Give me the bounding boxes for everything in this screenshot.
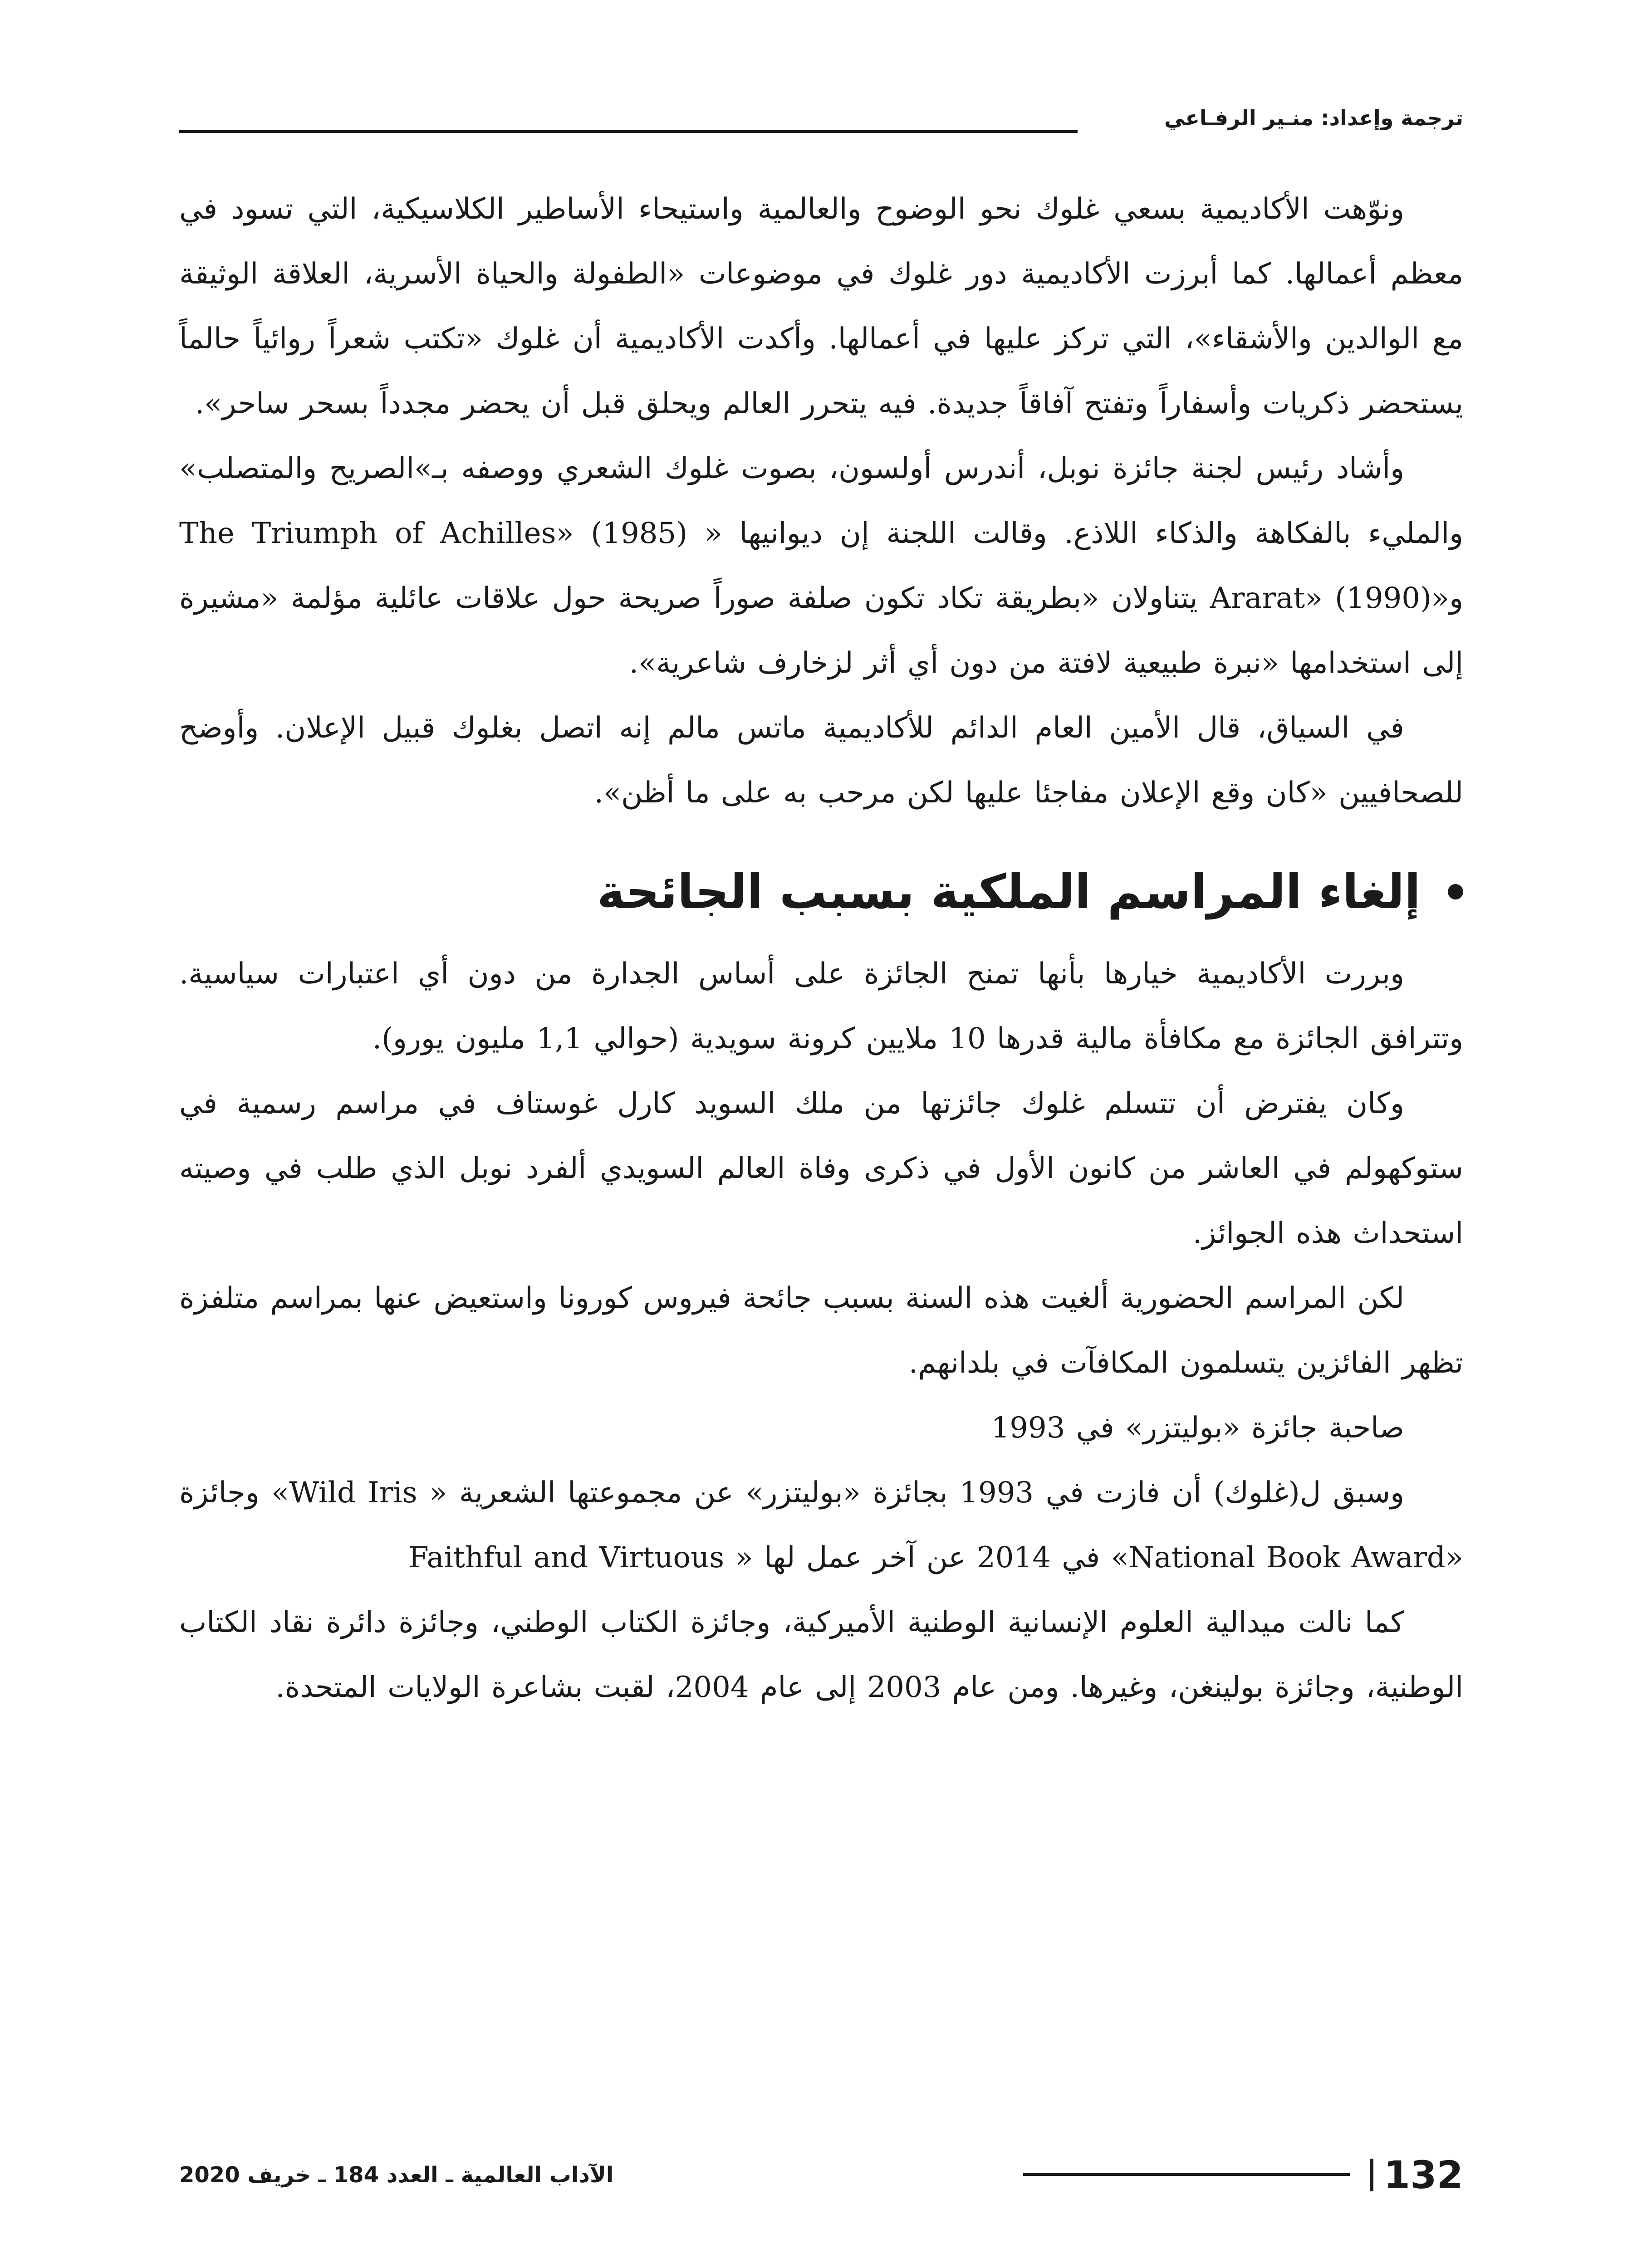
page-number-divider: [1370, 2159, 1373, 2191]
page-number: 132: [1383, 2153, 1463, 2197]
paragraph: وسبق ل(غلوك) أن فازت في 1993 بجائزة «بوليتزر» عن مجموعتها الشعرية « Wild Iris» وجائزة «National Book Award» في 2014 عن آخر عمل لها « Faithful and Virtuous: [179, 1476, 1463, 1574]
bullet-icon: [1448, 884, 1463, 899]
section-heading: [179, 855, 1463, 928]
paragraph: ونوّهت الأكاديمية بسعي غلوك نحو الوضوح والعالمية واستيحاء الأساطير الكلاسيكية، التي تسود في معظم أعمالها. كما أبرزت الأكاديمية دور غلوك في موضوعات «الطفولة والحياة الأسرية، العلاقة الوثيقة مع الوالدين والأشقاء»، التي تركز عليها في أعمالها. وأكدت الأكاديمية أن غلوك «تكتب شعراً روائياً حالماً يستحضر ذكريات وأسفاراً وتفتح آفاقاً جديدة. فيه يتحرر العالم ويحلق قبل أن يحضر مجدداً بسحر ساحر».: [179, 192, 1464, 420]
section-heading-text: إلغاء المراسم الملكية بسبب الجائحة: [597, 864, 1421, 919]
paragraph: وكان يفترض أن تتسلم غلوك جائزتها من ملك السويد كارل غوستاف في مراسم رسمية في ستوكهولم في العاشر من كانون الأول في ذكرى وفاة العالم السويدي ألفرد نوبل الذي طلب في وصيته استحداث هذه الجوائز.: [179, 1087, 1463, 1250]
paragraph: وأشاد رئيس لجنة جائزة نوبل، أندرس أولسون، بصوت غلوك الشعري ووصفه بـ»الصريح والمتصلب» والمليء بالفكاهة والذكاء اللاذع. وقالت اللجنة إن ديوانيها « The Triumph of Achilles» (1985) و«Ararat» (1990) يتناولان «بطريقة تكاد تكون صلفة صوراً صريحة حول علاقات عائلية مؤلمة «مشيرة إلى استخدامها «نبرة طبيعية لافتة من دون أي أثر لزخارف شاعرية».: [179, 452, 1464, 680]
header-rule: [179, 130, 1078, 133]
paragraph: في السياق، قال الأمين العام الدائم للأكاديمية ماتس مالم إنه اتصل بغلوك قبيل الإعلان. وأوضح للصحافيين «كان وقع الإعلان مفاجئا عليها لكن مرحب به على ما أظن».: [179, 711, 1463, 810]
page-header: [179, 98, 1463, 138]
article-body: [179, 177, 1463, 1720]
byline: ترجمة وإعداد: منـير الرفـاعي: [1164, 106, 1463, 130]
paragraph: كما نالت ميدالية العلوم الإنسانية الوطنية الأميركية، وجائزة الكتاب الوطني، وجائزة دائرة نقاد الكتاب الوطنية، وجائزة بولينغن، وغيرها. ومن عام 2003 إلى عام 2004، لقبت بشاعرة الولايات المتحدة.: [179, 1606, 1463, 1704]
paragraph: وبررت الأكاديمية خيارها بأنها تمنح الجائزة على أساس الجدارة من دون أي اعتبارات سياسية. وتترافق الجائزة مع مكافأة مالية قدرها 10 ملايين كرونة سويدية (حوالي 1,1 مليون يورو).: [179, 957, 1463, 1056]
page-footer: [179, 2152, 1463, 2198]
footer-rule: [1023, 2173, 1350, 2176]
publication-info: الآداب العالمية ـ العدد 184 ـ خريف 2020: [179, 2162, 614, 2188]
subheading: صاحبة جائزة «بوليتزر» في 1993: [991, 1411, 1404, 1445]
paragraph: لكن المراسم الحضورية ألغيت هذه السنة بسبب جائحة فيروس كورونا واستعيض عنها بمراسم متلفزة تظهر الفائزين يتسلمون المكافآت في بلدانهم.: [179, 1281, 1463, 1380]
